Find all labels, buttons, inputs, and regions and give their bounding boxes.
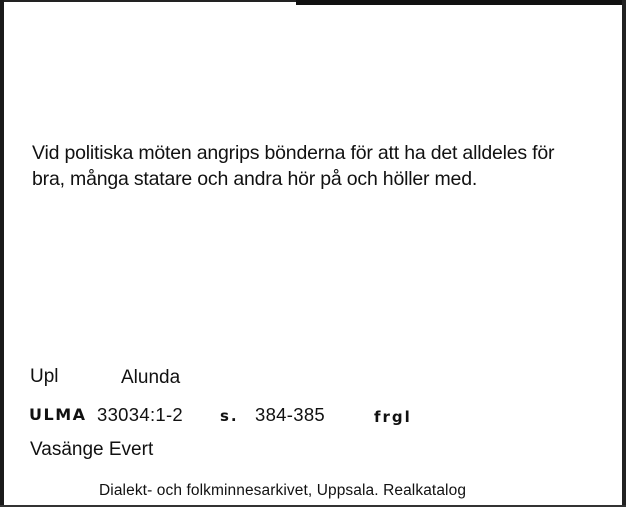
record-number: 33034:1-2	[97, 404, 184, 425]
parish-label: Alunda	[121, 367, 181, 388]
scan-edge-top-shadow	[296, 0, 626, 5]
scan-edge-right	[622, 0, 626, 507]
region-label: Upl	[30, 366, 59, 387]
informant-name: Vasänge Evert	[30, 439, 154, 460]
category-code: frgl	[374, 408, 412, 426]
page-prefix: s.	[220, 407, 239, 425]
card-body-text	[32, 140, 602, 192]
body-text-line: Vid politiska möten angrips bönderna för att ha det alldeles för	[32, 142, 555, 164]
page-range: 384-385	[255, 404, 325, 425]
body-text-line: bra, många statare och andra hör på och höller med.	[32, 168, 478, 190]
archive-code: ULMA	[29, 405, 87, 424]
archive-footer: Dialekt- och folkminnesarkivet, Uppsala. Realkatalog	[99, 482, 467, 499]
scan-edge-left	[0, 0, 4, 507]
